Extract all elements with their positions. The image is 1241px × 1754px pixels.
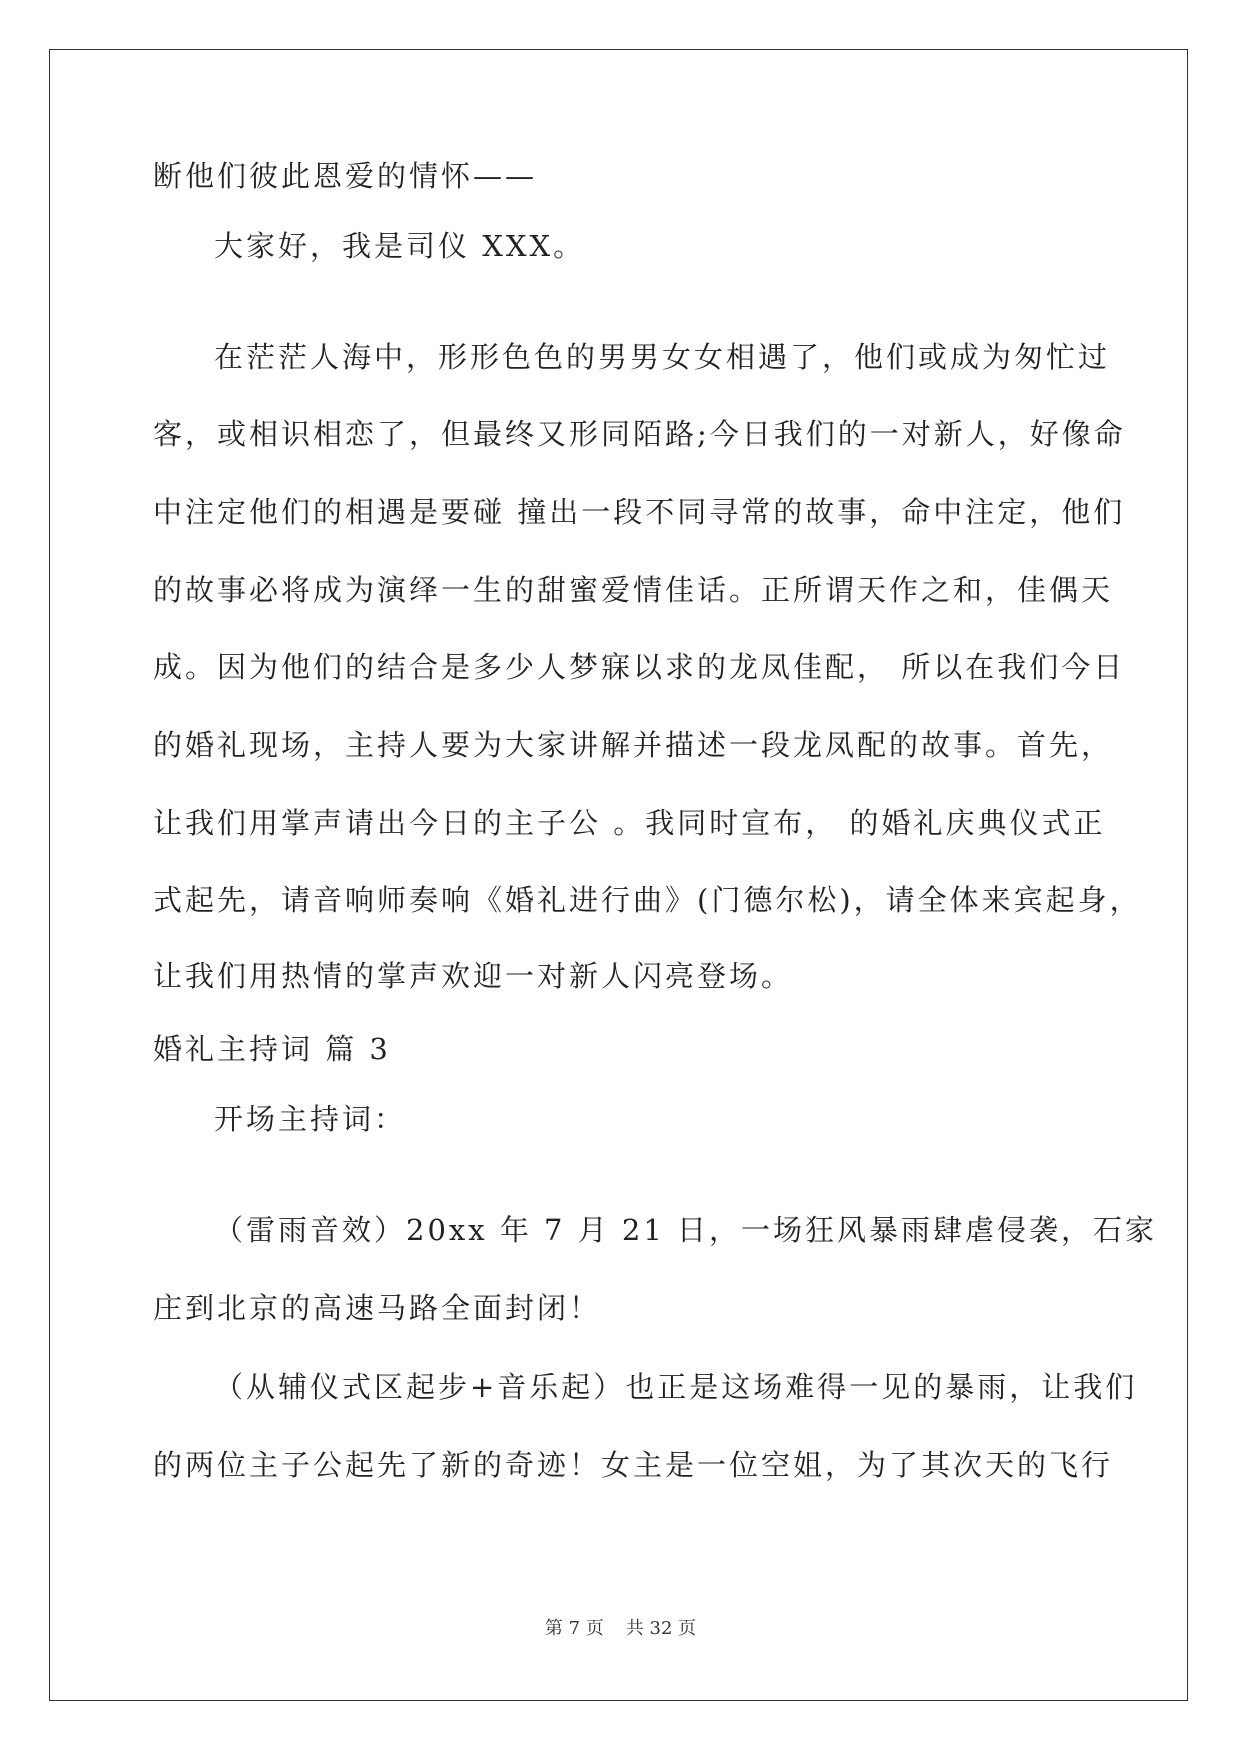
section-heading: 婚礼主持词 篇 3 [153, 1032, 391, 1066]
text-line: 中注定他们的相遇是要碰 撞出一段不同寻常的故事，命中注定，他们 [153, 495, 1126, 529]
text-line: 的故事必将成为演绎一生的甜蜜爱情佳话。正所谓天作之和，佳偶天 [153, 573, 1114, 607]
text-line: 庄到北京的高速马路全面封闭！ [153, 1291, 602, 1325]
text-line: 让我们用热情的掌声欢迎一对新人闪亮登场。 [153, 959, 794, 993]
text-line: 让我们用掌声请出今日的主子公 。我同时宣布， 的婚礼庆典仪式正 [153, 806, 1106, 840]
text-line: 式起先，请音响师奏响《婚礼进行曲》(门德尔松)，请全体来宾起身， [153, 883, 1142, 917]
text-line: 断他们彼此恩爱的情怀—— [153, 159, 538, 193]
page-footer [0, 1617, 1241, 1641]
text-line: 的两位主子公起先了新的奇迹！女主是一位空姐，为了其次天的飞行 [153, 1448, 1114, 1482]
page-total: 共 32 页 [625, 1618, 697, 1639]
text-line: 大家好，我是司仪 XXX。 [214, 229, 586, 263]
text-line: （雷雨音效）20xx 年 7 月 21 日，一场狂风暴雨肆虐侵袭，石家 [214, 1213, 1158, 1247]
text-line: 客，或相识相恋了，但最终又形同陌路;今日我们的一对新人，好像命 [153, 417, 1126, 451]
page-number: 第 7 页 [544, 1618, 604, 1639]
text-line: 开场主持词： [214, 1102, 407, 1136]
text-line: （从辅仪式区起步+音乐起）也正是这场难得一见的暴雨，让我们 [214, 1370, 1138, 1404]
text-line: 成。因为他们的结合是多少人梦寐以求的龙凤佳配， 所以在我们今日 [153, 650, 1126, 684]
text-line: 的婚礼现场，主持人要为大家讲解并描述一段龙凤配的故事。首先， [153, 728, 1114, 762]
text-line: 在茫茫人海中，形形色色的男男女女相遇了，他们或成为匆忙过 [214, 340, 1111, 374]
